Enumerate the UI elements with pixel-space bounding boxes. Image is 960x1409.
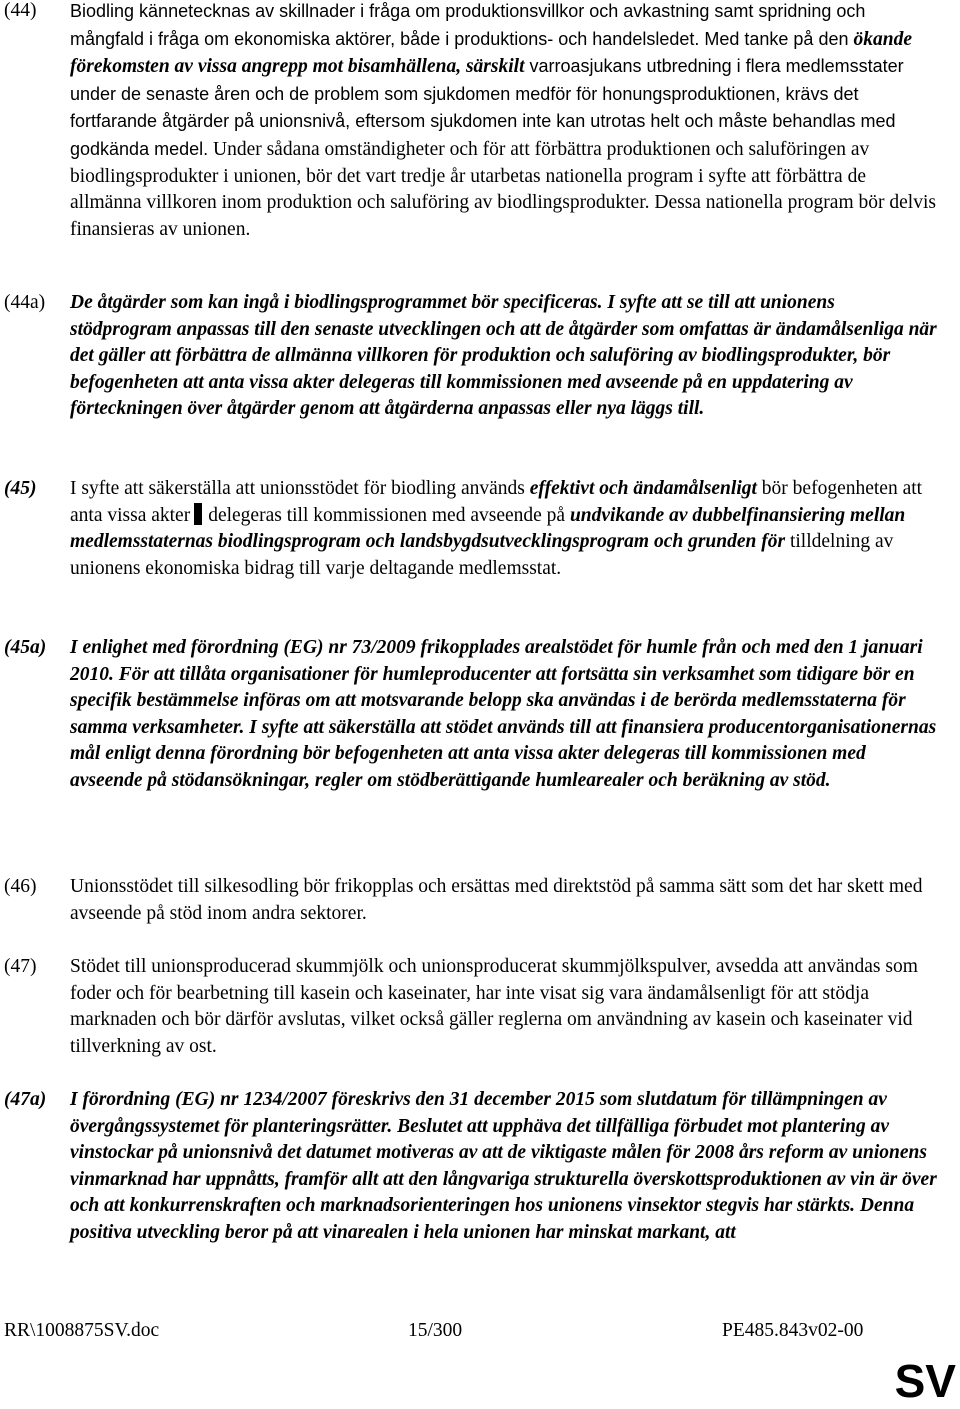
text-segment-emphasis: effektivt och ändamålsenligt	[529, 478, 757, 499]
recital-number: (47a)	[4, 1089, 47, 1110]
text-segment: Under sådana omständigheter och för att förbättra produktionen och saluföringen av biodlingsprodukter i unionen, bör det vart tredje år utarbetas nationella program i syfte att förbättra de allmänna villkoren inom produktion och saluföring av biodlingsprodukter. Dessa nationella program bör delvis finansieras av unionen.	[70, 138, 936, 240]
text-segment-emphasis: ökande förekomsten av vissa angrepp mot bisamhällena, särskilt	[70, 28, 912, 78]
pe-reference: PE485.843v02-00	[722, 1320, 864, 1341]
recital-text	[70, 635, 938, 795]
text-segment: Unionsstödet till silkesodling bör frikopplas och ersättas med direktstöd på samma sätt som det har skett med avseende på stöd inom andra sektorer.	[70, 876, 923, 924]
text-segment-emphasis: De åtgärder som kan ingå i biodlingsprogrammet bör specificeras. I syfte att se till att unionens stödprogram anpassas till den senaste utvecklingen och att de åtgärder som omfattas är ändamålsenliga när det gäller att förbättra de allmänna villkoren för produktion och saluföring av biodlingsprodukter, bör befogenheten att anta vissa akter delegeras till kommissionen med avseende på en uppdatering av förteckningen över åtgärder genom att åtgärderna anpassas eller nya läggs till.	[70, 292, 937, 420]
page-footer	[0, 1320, 960, 1350]
recital-number: (46)	[4, 876, 37, 897]
recital-number: (44)	[4, 0, 37, 21]
recital-number: (45a)	[4, 637, 47, 658]
page-number: 15/300	[408, 1320, 463, 1341]
recital-number: (45)	[4, 478, 37, 499]
recital-text	[70, 1087, 938, 1247]
text-segment: I syfte att säkerställa att unionsstödet för biodling används	[70, 478, 530, 499]
text-segment-emphasis: I enlighet med förordning (EG) nr 73/2009 frikopplades arealstödet för humle från och med den 1 januari 2010. För att tillåta organisationer för humleproducenter att fortsätta sin verksamhet som tidigare bör en specifik bestämmelse införas om att motsvarande belopp ska användas i de berörda medlemsstaterna för samma verksamheter. I syfte att säkerställa att stödet används till att finansiera producentorganisationernas mål enligt denna förordning bör befogenheten att anta vissa akter delegeras till kommissionen med avseende på stödansökningar, regler om stödberättigande humlearealer och beräkning av stöd.	[70, 637, 937, 791]
text-segment: varroasjukans utbredning i flera medlemsstater under de senaste åren och de problem som sjukdomen medför för honungsproduktionen, krävs det fortfarande åtgärder på unionsnivå, eftersom sjukdomen inte kan utrotas helt och måste behandlas med godkända medel.	[70, 56, 904, 159]
text-segment: bör befogenheten att anta vissa akter	[70, 478, 923, 526]
text-segment: delegeras till kommissionen med avseende på	[208, 504, 570, 526]
deletion-marker	[194, 503, 202, 525]
text-segment: Med tanke på den	[704, 28, 854, 49]
recital-text	[70, 954, 938, 1060]
recital-number: (44a)	[4, 292, 46, 313]
recital-text	[70, 874, 938, 927]
recital-text	[70, 290, 938, 423]
recital-number: (47)	[4, 956, 37, 977]
language-code: SV	[894, 1355, 956, 1407]
text-segment: Stödet till unionsproducerad skummjölk och unionsproducerat skummjölkspulver, avsedda att användas som foder och för bearbetning till kasein och kaseinater, har inte visat sig vara ändamålsenligt för att stödja marknaden och bör därför avslutas, vilket också gäller reglerna om användning av kasein och kaseinater vid tillverkning av ost.	[70, 956, 918, 1057]
text-segment-emphasis: I förordning (EG) nr 1234/2007 föreskrivs den 31 december 2015 som slutdatum för tillämpningen av övergångssystemet för planteringsrätter. Beslutet att upphäva det tillfälliga förbudet mot plantering av vinstockar på unionsnivå det datumet motiveras av att de viktigaste målen för 2008 års reform av unionens vinmarknad har uppnåtts, framför allt att den långvariga strukturella överskottsproduktionen av vin är över och att konkurrenskraften och marknadsorienteringen hos unionens vinsektor stegvis har stärkts. Denna positiva utveckling beror på att vinarealen i hela unionen har minskat markant, att	[70, 1089, 937, 1243]
document-reference: RR\1008875SV.doc	[4, 1320, 160, 1341]
text-segment: Biodling kännetecknas av skillnader i fråga om produktionsvillkor och avkastning samt spridning och mångfald i fråga om ekonomiska aktörer, både i produktions- och handelsledet.	[70, 1, 866, 49]
recital-text	[70, 0, 938, 243]
text-segment: tilldelning av unionens ekonomiska bidrag till varje deltagande medlemsstat.	[70, 531, 894, 579]
text-segment-emphasis: undvikande av dubbelfinansiering mellan medlemsstaternas biodlingsprogram och landsbygdsutvecklingsprogram och grunden för	[70, 504, 906, 553]
recital-text	[70, 476, 938, 582]
